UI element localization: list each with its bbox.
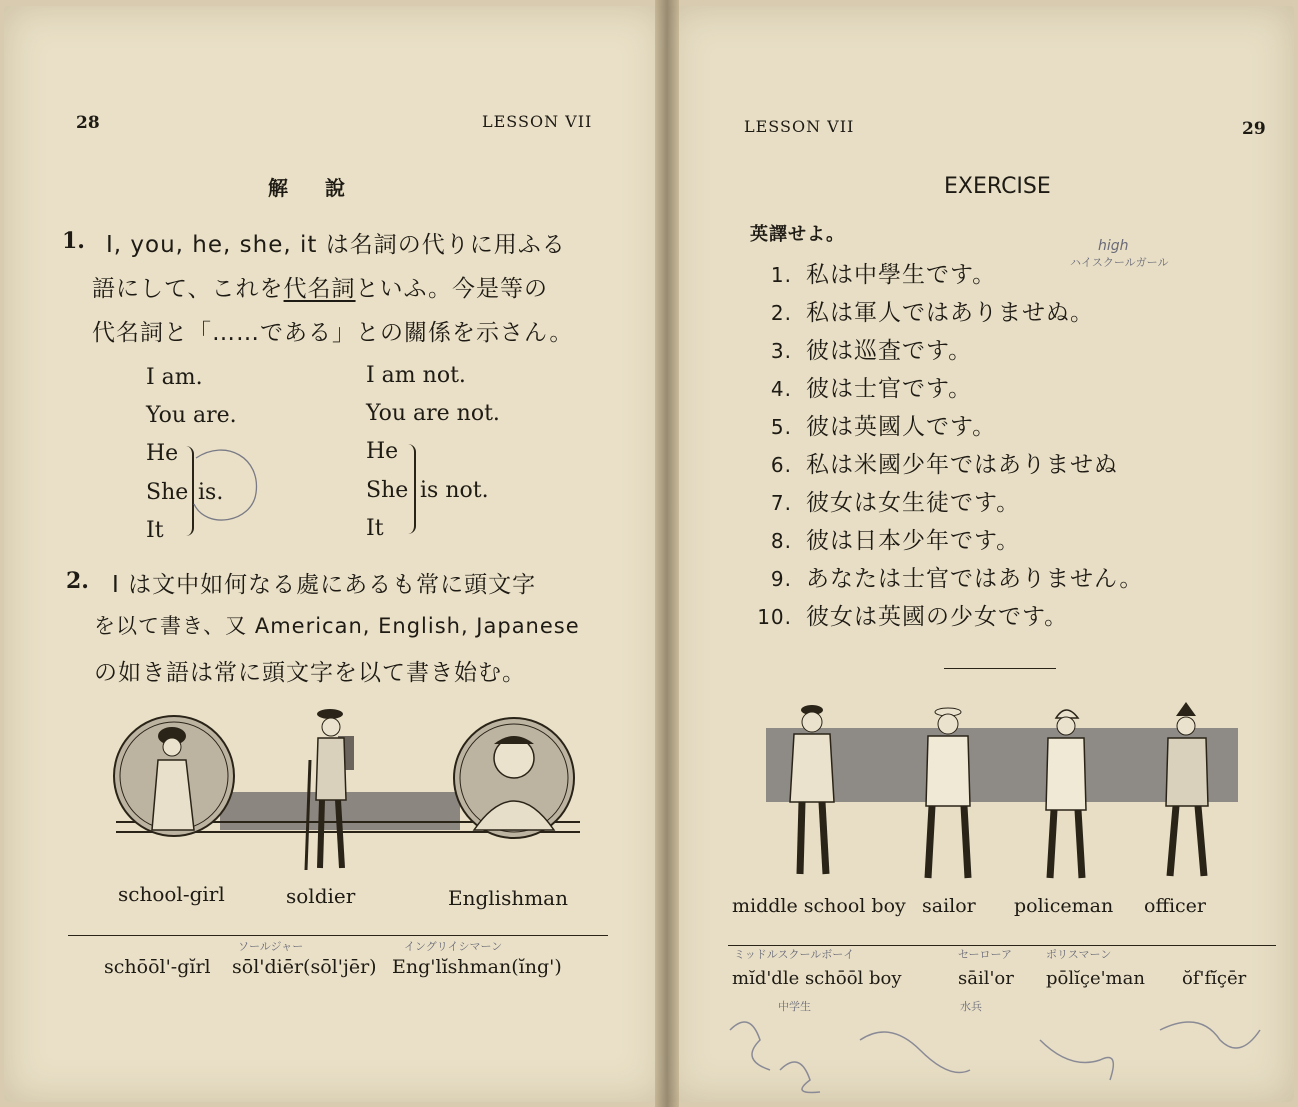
caption-middle-school-boy: middle school boy bbox=[732, 895, 906, 917]
pron-sailor: sāil'or bbox=[958, 968, 1014, 989]
exercise-item-text: 彼は士官です。 bbox=[806, 376, 973, 402]
left-page-number: 28 bbox=[76, 113, 100, 133]
right-page-number: 29 bbox=[1242, 119, 1266, 139]
handwriting-middle-school-boy: ミッドルスクールボーイ bbox=[734, 948, 855, 961]
exercise-item-text: 彼女は女生徒です。 bbox=[806, 490, 1021, 516]
note-1-line-2-pre: 語にして、これを bbox=[92, 276, 284, 302]
exercise-item-text: 私は軍人ではありませぬ。 bbox=[806, 300, 1094, 326]
exercise-item-number: 1. bbox=[770, 263, 792, 287]
pron-middle-school-boy: mĭd'dle schōōl boy bbox=[732, 968, 902, 989]
exercise-end-rule bbox=[944, 668, 1056, 669]
exercise-item-number: 10. bbox=[757, 605, 792, 629]
exercise-item-text: 彼女は英國の少女です。 bbox=[806, 604, 1069, 630]
note-2-number: 2. bbox=[66, 568, 89, 594]
exercise-item-text: 彼は英國人です。 bbox=[806, 414, 997, 440]
pencil-scribbles bbox=[720, 1010, 1290, 1100]
exercise-item bbox=[750, 484, 1020, 517]
neg-verb: is not. bbox=[420, 478, 489, 503]
note-2-line-3: の如き語は常に頭文字を以て書き始む。 bbox=[94, 660, 526, 686]
caption-school-girl: school-girl bbox=[118, 882, 225, 906]
exercise-item-text: あなたは士官ではありません。 bbox=[806, 566, 1144, 592]
exercise-item-text: 私は中學生です。 bbox=[806, 262, 997, 288]
caption-soldier: soldier bbox=[286, 884, 356, 908]
exercise-item-text: 彼は日本少年です。 bbox=[806, 528, 1021, 554]
right-illustration bbox=[766, 702, 1240, 888]
handwriting-policeman: ポリスマーン bbox=[1046, 948, 1112, 961]
aff-you-are: You are. bbox=[146, 403, 237, 428]
pron-soldier: sōl'diēr(sōl'jēr) bbox=[232, 956, 377, 978]
caption-englishman: Englishman bbox=[448, 886, 568, 910]
handwriting-sailor: セーローア bbox=[958, 948, 1013, 961]
exercise-item bbox=[750, 370, 972, 403]
exercise-title: EXERCISE bbox=[944, 174, 1051, 199]
school-girl-figure bbox=[114, 716, 234, 836]
right-running-head: LESSON VII bbox=[744, 117, 855, 136]
book-gutter bbox=[655, 0, 679, 1107]
exercise-item bbox=[750, 446, 1118, 479]
exercise-item bbox=[750, 522, 1020, 555]
handwriting-chugakusei: 中学生 bbox=[778, 1000, 811, 1013]
exercise-item-number: 5. bbox=[770, 415, 792, 439]
neg-he: He bbox=[366, 439, 399, 464]
left-illustration bbox=[110, 700, 590, 875]
exercise-item-number: 2. bbox=[770, 301, 792, 325]
exercise-item-number: 9. bbox=[770, 567, 792, 591]
caption-sailor: sailor bbox=[922, 895, 976, 917]
exercise-item bbox=[750, 598, 1068, 631]
exercise-item bbox=[750, 256, 996, 289]
neg-she: She bbox=[366, 478, 409, 503]
neg-brace bbox=[408, 444, 416, 534]
handwriting-soldier: ソールジャー bbox=[238, 940, 304, 953]
exercise-item-text: 彼は巡査です。 bbox=[806, 338, 973, 364]
exercise-item-number: 3. bbox=[770, 339, 792, 363]
exercise-item-text: 私は米國少年ではありませぬ bbox=[806, 452, 1118, 478]
neg-it: It bbox=[366, 516, 384, 541]
left-footnote-rule bbox=[68, 935, 608, 936]
note-1-line-2-post: といふ。今是等の bbox=[355, 276, 549, 302]
note-1-line-3: 代名詞と「……である」との關係を示さん。 bbox=[92, 320, 574, 346]
exercise-item bbox=[750, 560, 1143, 593]
handwriting-suihei: 水兵 bbox=[960, 1000, 982, 1013]
neg-you-are-not: You are not. bbox=[366, 401, 500, 426]
exercise-item bbox=[750, 332, 972, 365]
handwriting-high: high bbox=[1098, 238, 1129, 254]
left-page bbox=[4, 6, 664, 1102]
aff-verb: is. bbox=[198, 480, 224, 505]
note-1-line-2 bbox=[92, 270, 548, 303]
exercise-item-number: 8. bbox=[770, 529, 792, 553]
pencil-circle-mark bbox=[186, 438, 266, 538]
aff-i-am: I am. bbox=[146, 365, 203, 390]
exercise-instruction: 英譯せよ。 bbox=[750, 224, 845, 245]
handwriting-englishman: イングリイシマーン bbox=[404, 940, 503, 953]
exercise-item-number: 4. bbox=[770, 377, 792, 401]
aff-he: He bbox=[146, 441, 179, 466]
exercise-item-number: 6. bbox=[770, 453, 792, 477]
exercise-item bbox=[750, 408, 996, 441]
pron-school-girl: schōōl'-gĭrl bbox=[104, 956, 211, 978]
englishman-figure bbox=[454, 718, 574, 838]
soldier-figure bbox=[306, 709, 354, 870]
note-1-line-1: I, you, he, she, it は名詞の代りに用ふる bbox=[106, 232, 566, 258]
handwriting-high-school-girl: ハイスクールガール bbox=[1070, 256, 1169, 269]
note-2-line-2: を以て書き、又 American, English, Japanese bbox=[94, 614, 580, 638]
note-1-number: 1. bbox=[62, 228, 85, 254]
pron-policeman: pōlĭçe'man bbox=[1046, 968, 1145, 989]
aff-it: It bbox=[146, 518, 164, 543]
note-2-line-1: I は文中如何なる處にあるも常に頭文字 bbox=[112, 572, 537, 598]
left-running-head: LESSON VII bbox=[482, 112, 593, 131]
aff-she: She bbox=[146, 480, 189, 505]
section-title: 解 說 bbox=[268, 176, 346, 200]
pronoun-term: 代名詞 bbox=[283, 276, 356, 302]
caption-officer: officer bbox=[1144, 895, 1206, 917]
exercise-item bbox=[750, 294, 1094, 327]
exercise-item-number: 7. bbox=[770, 491, 792, 515]
pron-officer: ŏf'fĭçēr bbox=[1182, 968, 1247, 989]
caption-policeman: policeman bbox=[1014, 895, 1114, 917]
pron-englishman: Eng'lĭshman(ĭng') bbox=[392, 956, 562, 978]
neg-i-am-not: I am not. bbox=[366, 363, 466, 388]
